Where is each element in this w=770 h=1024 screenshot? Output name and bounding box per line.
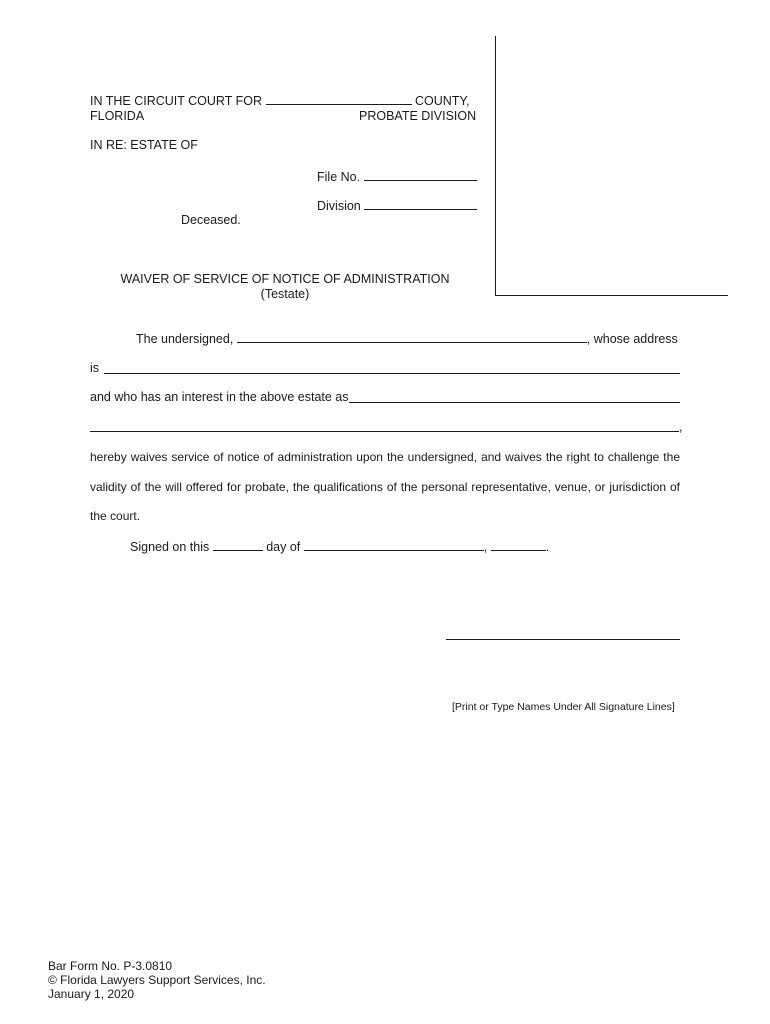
caption-vertical-rule [495,36,496,296]
whose-address-label: , whose address [586,332,678,346]
copyright-line: © Florida Lawyers Support Services, Inc. [48,973,266,987]
caption-horizontal-rule [495,295,728,296]
file-no-row [317,169,477,185]
interest-continuation-blank[interactable] [90,431,679,432]
undersigned-row [136,331,678,347]
file-no-blank[interactable] [364,169,477,181]
court-line [90,93,470,109]
signed-on-row [130,539,549,555]
interest-label: and who has an interest in the above estate as [90,390,349,404]
waiver-paragraph-line-2: validity of the will offered for probate, the qualifications of the personal representative, venue, or jurisdiction of [90,480,680,494]
form-date: January 1, 2020 [48,987,135,1001]
document-title: WAIVER OF SERVICE OF NOTICE OF ADMINISTRATION [120,272,450,286]
signed-comma: , [483,540,488,554]
interest-blank[interactable] [349,402,680,403]
undersigned-label: The undersigned, [136,332,234,346]
signed-on-label: Signed on this [130,540,210,554]
division-blank[interactable] [364,198,477,210]
signature-note: [Print or Type Names Under All Signature Lines] [452,701,675,713]
day-of-label: day of [266,540,301,554]
county-blank[interactable] [266,93,412,105]
deceased-label: Deceased. [181,213,241,227]
waiver-paragraph-line-1: hereby waives service of notice of administration upon the undersigned, and waives the right to challenge the [90,450,680,464]
state-label: FLORIDA [90,109,145,123]
court-line-prefix: IN THE CIRCUIT COURT FOR [90,94,263,108]
in-re-label: IN RE: ESTATE OF [90,138,198,152]
division-row [317,198,477,214]
signature-line[interactable] [446,639,680,640]
interest-comma: , [679,420,683,434]
division-label: Division [317,199,361,213]
court-line-suffix: COUNTY, [414,94,470,108]
division-heading: PROBATE DIVISION [359,109,477,123]
signed-year-blank[interactable] [491,539,546,551]
bar-form-number: Bar Form No. P-3.0810 [48,959,173,973]
address-blank[interactable] [104,373,680,374]
undersigned-name-blank[interactable] [237,331,587,343]
signed-month-blank[interactable] [304,539,484,551]
waiver-paragraph-line-3: the court. [90,509,141,523]
signed-day-blank[interactable] [213,539,263,551]
file-no-label: File No. [317,170,361,184]
signed-period: . [545,540,550,554]
document-subtitle: (Testate) [260,287,310,301]
address-row-label: is [90,361,100,375]
